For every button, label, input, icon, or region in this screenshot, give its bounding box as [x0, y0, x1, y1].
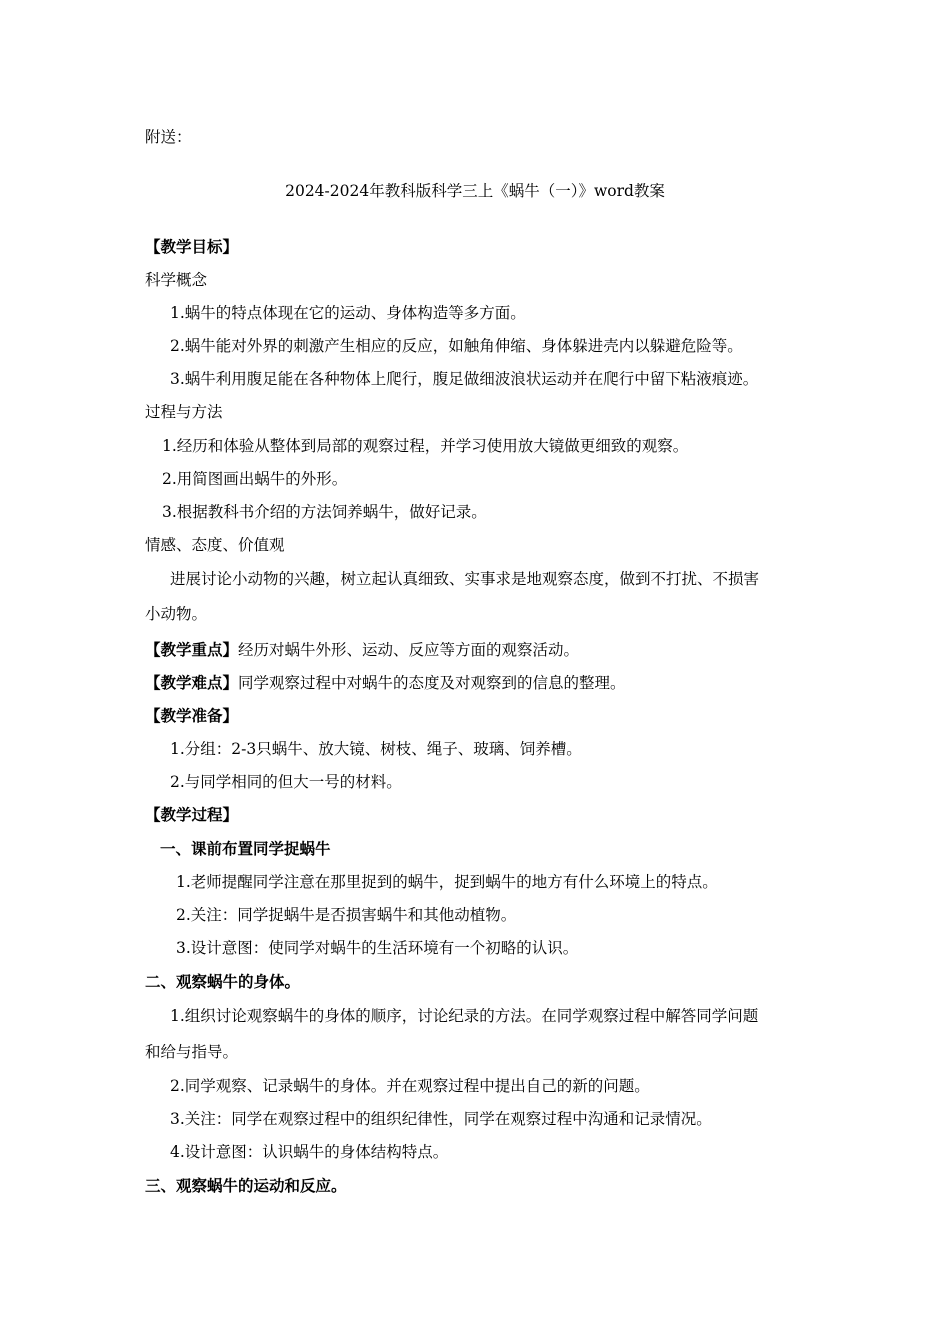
difficulties: [145, 673, 626, 693]
section1-item: 3.设计意图：使同学对蜗牛的生活环境有一个初略的认识。: [176, 939, 579, 957]
procedure-heading: 【教学过程】: [145, 805, 239, 824]
section1-item: 2.关注：同学捉蜗牛是否损害蜗牛和其他动植物。: [176, 906, 517, 924]
section2-item: 1.组织讨论观察蜗牛的身体的顺序，讨论纪录的方法。在同学观察过程中解答同学问题: [170, 1007, 759, 1025]
preparation-heading: 【教学准备】: [145, 706, 239, 725]
key-points-text: 经历对蜗牛外形、运动、反应等方面的观察活动。: [238, 641, 580, 659]
process-item: 2.用简图画出蜗牛的外形。: [162, 470, 348, 488]
document-title: 2024-2024年教科版科学三上《蜗牛（一）》word教案: [285, 182, 665, 200]
attachment-label: 附送：: [145, 128, 192, 146]
difficulties-text: 同学观察过程中对蜗牛的态度及对观察到的信息的整理。: [238, 674, 626, 692]
concept-item: 3.蜗牛利用腹足能在各种物体上爬行，腹足做细波浪状运动并在爬行中留下粘液痕迹。: [170, 370, 759, 388]
concepts-label: 科学概念: [145, 271, 208, 289]
preparation-item: 2.与同学相同的但大一号的材料。: [170, 773, 402, 791]
section2-title: 二、观察蜗牛的身体。: [145, 972, 301, 991]
process-item: 3.根据教科书介绍的方法饲养蜗牛，做好记录。: [162, 503, 487, 521]
process-item: 1.经历和体验从整体到局部的观察过程，并学习使用放大镜做更细致的观察。: [162, 437, 689, 455]
attitude-label: 情感、态度、价值观: [145, 536, 285, 554]
preparation-item: 1.分组：2-3只蜗牛、放大镜、树枝、绳子、玻璃、饲养槽。: [170, 740, 582, 758]
section3-title: 三、观察蜗牛的运动和反应。: [145, 1176, 347, 1195]
goals-heading: 【教学目标】: [145, 237, 239, 256]
section2-item: 4.设计意图：认识蜗牛的身体结构特点。: [170, 1143, 449, 1161]
section2-item: 2.同学观察、记录蜗牛的身体。并在观察过程中提出自己的新的问题。: [170, 1077, 650, 1095]
key-points-label: 【教学重点】: [145, 640, 239, 659]
section2-item-continued: 和给与指导。: [145, 1043, 239, 1061]
concept-item: 1.蜗牛的特点体现在它的运动、身体构造等多方面。: [170, 304, 526, 322]
attitude-text-continued: 小动物。: [145, 605, 208, 623]
difficulties-label: 【教学难点】: [145, 673, 239, 692]
attitude-text: 进展讨论小动物的兴趣，树立起认真细致、实事求是地观察态度，做到不打扰、不损害: [170, 570, 760, 588]
section1-title: 一、课前布置同学捉蜗牛: [160, 839, 331, 858]
section2-item: 3.关注：同学在观察过程中的组织纪律性，同学在观察过程中沟通和记录情况。: [170, 1110, 712, 1128]
key-points: [145, 640, 579, 660]
section1-item: 1.老师提醒同学注意在那里捉到的蜗牛，捉到蜗牛的地方有什么环境上的特点。: [176, 873, 718, 891]
concept-item: 2.蜗牛能对外界的刺激产生相应的反应，如触角伸缩、身体躲进壳内以躲避危险等。: [170, 337, 743, 355]
process-label: 过程与方法: [145, 403, 223, 421]
